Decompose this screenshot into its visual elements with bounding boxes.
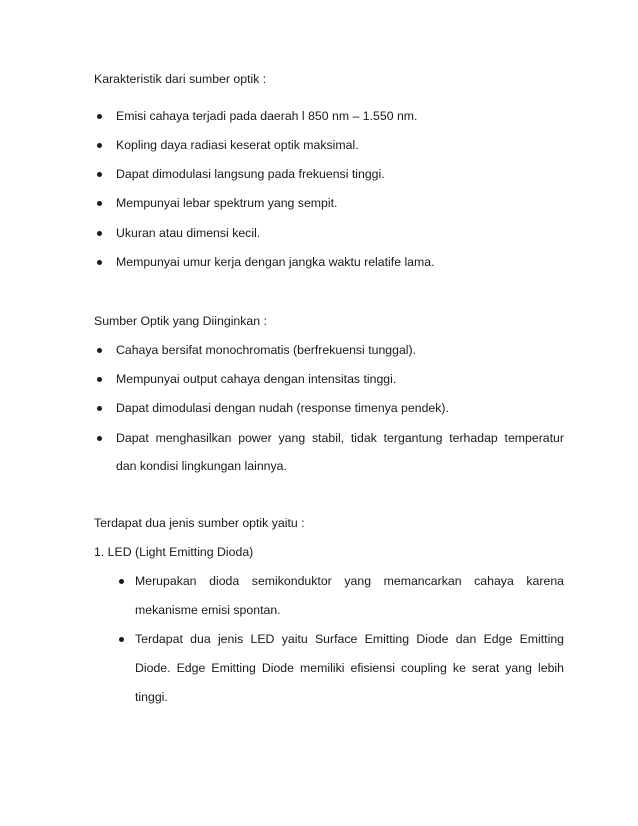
list-item: Mempunyai output cahaya dengan intensitas tinggi. xyxy=(116,372,397,386)
bullet-icon xyxy=(97,172,102,177)
list-item: Dapat menghasilkan power yang stabil, tidak tergantung terhadap temperatur xyxy=(116,431,564,445)
list-item: Cahaya bersifat monochromatis (berfrekuensi tunggal). xyxy=(116,343,417,357)
sub-item-line: Merupakan dioda semikonduktor yang memancarkan cahaya karena xyxy=(135,574,564,588)
list-item-continuation: dan kondisi lingkungan lainnya. xyxy=(116,459,287,473)
numbered-item-led: 1. LED (Light Emitting Dioda) xyxy=(94,545,254,559)
list-item: Dapat dimodulasi dengan nudah (response timenya pendek). xyxy=(116,401,449,415)
bullet-icon xyxy=(119,637,124,642)
bullet-icon xyxy=(119,579,124,584)
sub-item-line: Terdapat dua jenis LED yaitu Surface Emitting Diode dan Edge Emitting xyxy=(135,632,564,646)
list-item: Kopling daya radiasi keserat optik maksimal. xyxy=(116,138,359,152)
section3-heading: Terdapat dua jenis sumber optik yaitu : xyxy=(94,516,305,530)
list-item: Emisi cahaya terjadi pada daerah l 850 nm – 1.550 nm. xyxy=(116,109,418,123)
list-item: Mempunyai lebar spektrum yang sempit. xyxy=(116,196,338,210)
list-item: Dapat dimodulasi langsung pada frekuensi tinggi. xyxy=(116,167,385,181)
section2-heading: Sumber Optik yang Diinginkan : xyxy=(94,314,267,328)
sub-item-line: tinggi. xyxy=(135,690,168,704)
section1-heading: Karakteristik dari sumber optik : xyxy=(94,72,267,86)
bullet-icon xyxy=(97,406,102,411)
bullet-icon xyxy=(97,348,102,353)
bullet-icon xyxy=(97,260,102,265)
sub-item-line: Diode. Edge Emitting Diode memiliki efisiensi coupling ke serat yang lebih xyxy=(135,661,564,675)
bullet-icon xyxy=(97,201,102,206)
sub-item-line: mekanisme emisi spontan. xyxy=(135,603,281,617)
list-item: Mempunyai umur kerja dengan jangka waktu relatife lama. xyxy=(116,255,435,269)
bullet-icon xyxy=(97,114,102,119)
bullet-icon xyxy=(97,436,102,441)
bullet-icon xyxy=(97,377,102,382)
bullet-icon xyxy=(97,231,102,236)
list-item: Ukuran atau dimensi kecil. xyxy=(116,226,261,240)
bullet-icon xyxy=(97,143,102,148)
